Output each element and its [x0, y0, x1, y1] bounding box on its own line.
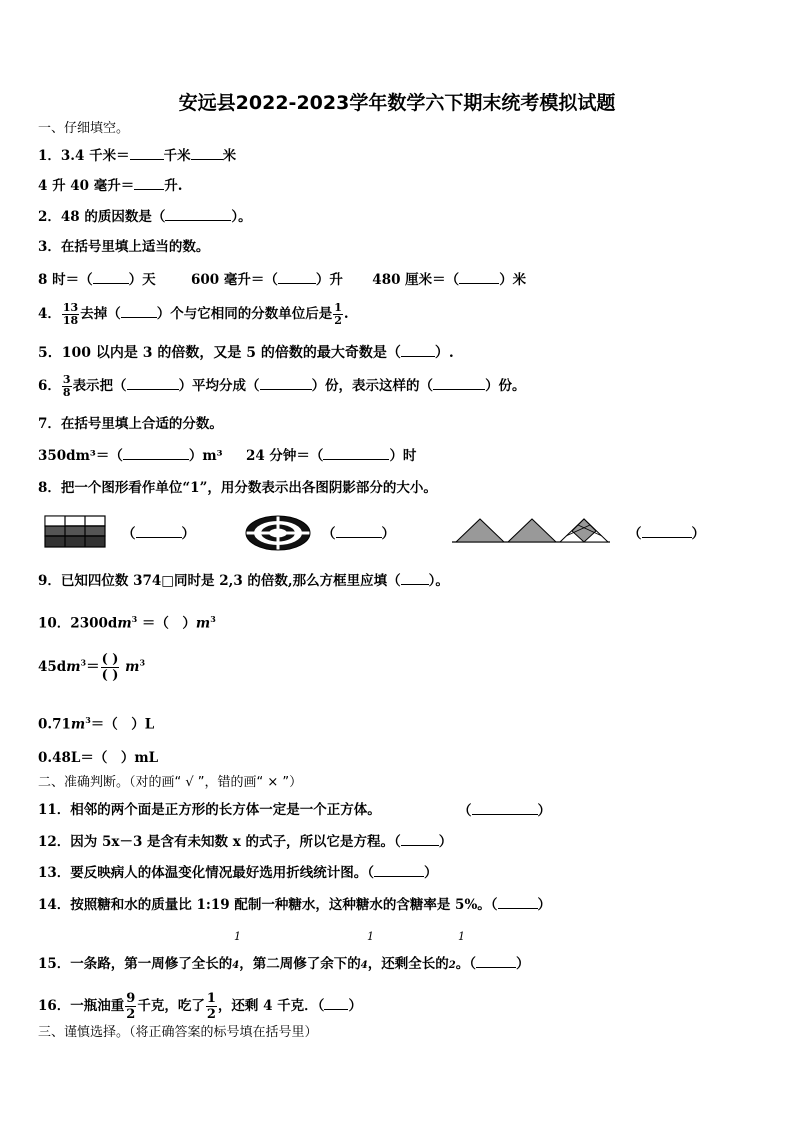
answer-blank[interactable] — [459, 270, 499, 284]
section-2-heading: 二、准确判断。（对的画“ √ ”，错的画“ × ”） — [38, 775, 303, 790]
answer-blank[interactable] — [278, 270, 316, 284]
question-1a: 1．3.4 千米＝ 千米 米 — [38, 148, 237, 164]
target-figure — [244, 514, 312, 552]
answer-blank[interactable] — [323, 446, 389, 460]
question-3: 3．在括号里填上适当的数。 — [38, 239, 210, 255]
answer-blank[interactable] — [374, 863, 424, 877]
question-7-items: 350dm³＝（ ）m³ 24 分钟＝（ ）时 — [38, 448, 417, 464]
grid-figure — [44, 515, 108, 549]
question-5: 5．100 以内是 3 的倍数，又是 5 的倍数的最大奇数是（ ）. — [38, 345, 454, 361]
question-6: 6． $\frac{3}{8}$ 表示把（ ）平均分成（ ）份，表示这样的（ ）份。 — [38, 373, 526, 399]
question-4: 4． $\frac{13}{18}$ 去掉（ ）个与它相同的分数单位后是 $\frac{1}{2}$ . — [38, 301, 349, 327]
page-title: 安远县2022-2023学年数学六下期末统考模拟试题 — [178, 92, 616, 114]
answer-blank[interactable] — [472, 801, 538, 815]
question-12: 12．因为 5x－3 是含有未知数 x 的式子，所以它是方程。（ ） — [38, 834, 453, 850]
question-13: 13．要反映病人的体温变化情况最好选用折线统计图。（ ） — [38, 865, 438, 881]
question-10b: $45dm^3=$ $\frac{( )}{( )}$ $m^3$ — [38, 652, 146, 683]
answer-blank[interactable] — [433, 376, 485, 390]
question-2: 2．48 的质因数是（ ）。 — [38, 209, 252, 225]
answer-blank[interactable] — [93, 270, 129, 284]
question-11-answer: （ ） — [458, 803, 551, 819]
answer-blank[interactable] — [260, 376, 312, 390]
fraction-numerator: 1 — [234, 930, 241, 943]
answer-blank[interactable] — [498, 895, 538, 909]
question-16: 16．一瓶油重 $\frac{9}{2}$ 千克，吃了 $\frac{1}{2}$ ，还剩 4 千克．（ ） — [38, 991, 362, 1022]
answer-blank[interactable] — [401, 832, 439, 846]
answer-blank[interactable] — [336, 524, 382, 538]
question-3-items: 8 时＝（ ）天 600 毫升＝（ ）升 480 厘米＝（ ）米 — [38, 272, 527, 288]
question-9: 9．已知四位数 374□同时是 2,3 的倍数,那么方框里应填（ ）。 — [38, 573, 449, 589]
answer-blank[interactable] — [401, 343, 435, 357]
answer-blank[interactable] — [123, 446, 189, 460]
answer-blank[interactable] — [324, 996, 348, 1010]
question-8: 8．把一个图形看作单位“1”，用分数表示出各图阴影部分的大小。 — [38, 480, 437, 496]
answer-blank[interactable] — [121, 304, 157, 318]
answer-blank[interactable] — [191, 146, 223, 160]
answer-blank[interactable] — [130, 146, 164, 160]
question-7: 7．在括号里填上合适的分数。 — [38, 416, 223, 432]
fraction-numerator: 1 — [458, 930, 465, 943]
question-11: 11．相邻的两个面是正方形的长方体一定是一个正方体。 — [38, 802, 381, 818]
section-1-heading: 一、仔细填空。 — [38, 121, 130, 136]
question-10a: 10．$2300dm^3$ ＝（ ）$m^3$ — [38, 614, 216, 632]
figure-2-answer: （ ） — [322, 526, 395, 542]
answer-blank[interactable] — [127, 376, 179, 390]
answer-blank[interactable] — [165, 207, 231, 221]
answer-blank[interactable] — [136, 524, 182, 538]
question-10d: 0.48L＝（ ）mL — [38, 750, 159, 766]
triangles-figure — [452, 515, 612, 545]
question-10c: $0.71m^3=$（ ）L — [38, 715, 155, 733]
answer-blank[interactable] — [642, 524, 692, 538]
answer-blank[interactable] — [134, 176, 164, 190]
question-1b: 4 升 40 毫升＝ 升. — [38, 178, 183, 194]
figure-3-answer: （ ） — [628, 526, 705, 542]
question-15: 15．一条路，第一周修了全长的4，第二周修了余下的4，还剩全长的2。（ ） — [38, 956, 530, 972]
answer-blank[interactable] — [401, 571, 429, 585]
section-3-heading: 三、谨慎选择。（将正确答案的标号填在括号里） — [38, 1025, 318, 1040]
fraction-numerator: 1 — [367, 930, 374, 943]
answer-blank[interactable] — [476, 954, 516, 968]
question-14: 14．按照糖和水的质量比 1:19 配制一种糖水，这种糖水的含糖率是 5%。（ ） — [38, 897, 552, 913]
figure-1-answer: （ ） — [122, 526, 195, 542]
